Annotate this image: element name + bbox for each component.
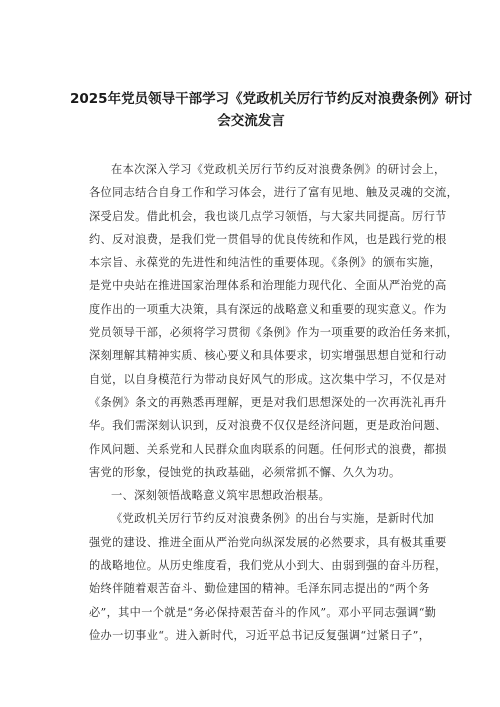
paragraph-line: 的战略地位。从历史维度看，我们党从小到大、由弱到强的奋斗历程，: [89, 559, 447, 573]
section-heading: 一、深刻领悟战略意义筑牢思想政治根基。: [111, 489, 331, 503]
paragraph-line: 必”，其中一个就是“务必保持艰苦奋斗的作风”。邓小平同志强调“勤: [89, 605, 437, 619]
paragraph-line: 华。我们需深刻认识到，反对浪费不仅仅是经济问题，更是政治问题、: [89, 419, 447, 433]
paragraph-line: 约、反对浪费，是我们党一贯倡导的优良传统和作风，也是践行党的根: [89, 232, 447, 246]
paragraph-line: 害党的形象，侵蚀党的执政基础，必须常抓不懈、久久为功。: [89, 465, 401, 479]
paragraph-line: 各位同志结合自身工作和学习体会，进行了富有见地、触及灵魂的交流，: [89, 186, 459, 200]
page-title: [70, 88, 473, 132]
paragraph-line: 强党的建设、推进全面从严治党向纵深发展的必然要求，具有极其重要: [89, 535, 447, 549]
paragraph-line: 度作出的一项重大决策，具有深远的战略意义和重要的现实意义。作为: [89, 302, 447, 316]
title-line-1: 2025年党员领导干部学习《党政机关厉行节约反对浪费条例》研讨: [70, 91, 473, 107]
paragraph-line: 自觉，以自身模范行为带动良好风气的形成。这次集中学习，不仅是对: [89, 372, 447, 386]
paragraph-line: 本宗旨、永葆党的先进性和纯洁性的重要体现。《条例》的颁布实施，: [89, 256, 442, 270]
paragraph-line: 《条例》条文的再熟悉再理解，更是对我们思想深处的一次再洗礼再升: [89, 395, 447, 409]
paragraph-line: 深受启发。借此机会，我也谈几点学习领悟，与大家共同提高。厉行节: [89, 209, 447, 223]
paragraph-line: 在本次深入学习《党政机关厉行节约反对浪费条例》的研讨会上，: [111, 163, 446, 176]
paragraph-line: 始终伴随着艰苦奋斗、勤俭建国的精神。毛泽东同志提出的“两个务: [89, 582, 430, 596]
paragraph-line: 深刻理解其精神实质、核心要义和具体要求，切实增强思想自觉和行动: [89, 349, 447, 363]
title-line-2: 会交流发言: [217, 113, 285, 129]
paragraph-line: 《党政机关厉行节约反对浪费条例》的出台与实施，是新时代加: [111, 512, 435, 526]
document-body: [89, 158, 459, 647]
paragraph-line: 党员领导干部，必须将学习贯彻《条例》作为一项重要的政治任务来抓，: [89, 326, 459, 340]
paragraph-line: 作风问题、关系党和人民群众血肉联系的问题。任何形式的浪费，都损: [89, 442, 447, 456]
paragraph-line: 是党中央站在推进国家治理体系和治理能力现代化、全面从严治党的高: [89, 279, 447, 293]
paragraph-line: 俭办一切事业“。进入新时代，习近平总书记反复强调“过紧日子”，: [89, 628, 431, 642]
